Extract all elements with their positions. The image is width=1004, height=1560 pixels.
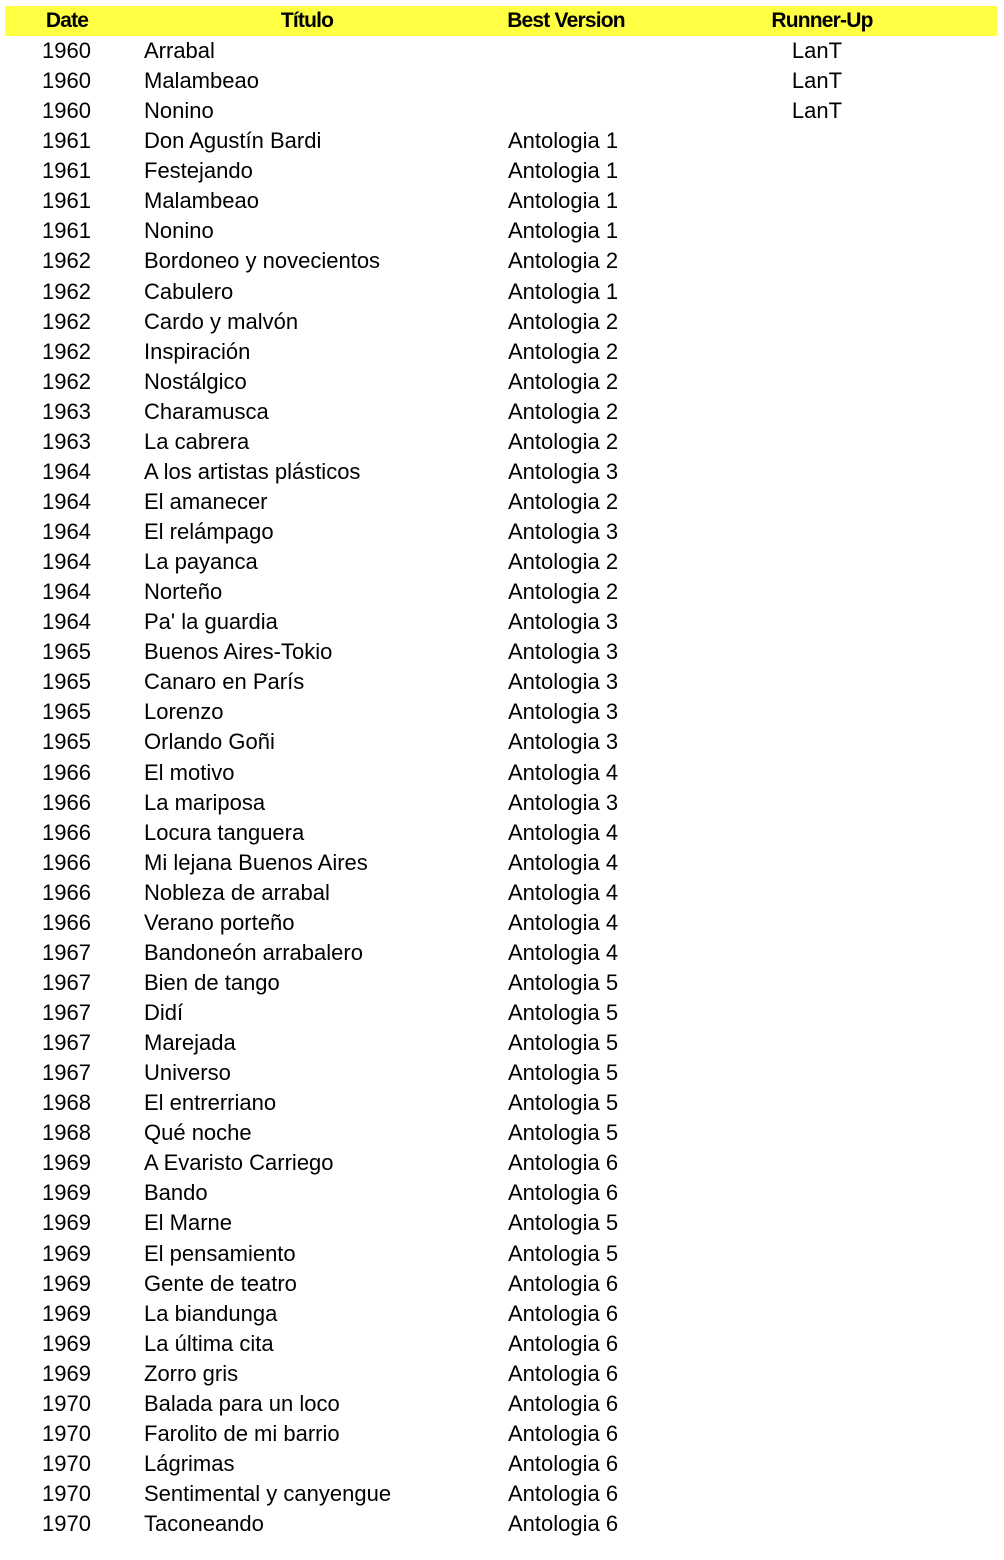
title-cell[interactable]: Pa' la guardia <box>144 609 278 635</box>
table-row <box>5 1419 997 1449</box>
table-row <box>5 758 997 788</box>
title-cell[interactable]: Farolito de mi barrio <box>144 1420 340 1446</box>
best-version-cell[interactable]: Antologia 2 <box>508 428 619 454</box>
table-row <box>5 487 997 517</box>
best-version-cell[interactable]: Antologia 2 <box>508 488 619 514</box>
date-cell[interactable]: 1964 <box>42 609 91 635</box>
best-version-cell[interactable]: Antologia 2 <box>508 549 619 575</box>
title-cell[interactable]: Didí <box>144 1000 184 1026</box>
date-cell[interactable]: 1966 <box>42 819 91 845</box>
table-row <box>5 938 997 968</box>
column-header-title[interactable]: Título <box>280 9 334 32</box>
title-cell[interactable]: El motivo <box>144 759 235 785</box>
best-version-cell[interactable]: Antologia 5 <box>508 1030 619 1056</box>
title-cell[interactable]: Cardo y malvón <box>144 308 299 334</box>
date-cell[interactable]: 1961 <box>42 188 91 214</box>
date-cell[interactable]: 1965 <box>42 699 91 725</box>
title-cell[interactable]: Verano porteño <box>144 909 295 935</box>
title-cell[interactable]: La cabrera <box>144 428 250 454</box>
table-row <box>5 878 997 908</box>
table-row <box>5 908 997 938</box>
date-cell[interactable]: 1965 <box>42 729 91 755</box>
runner-up-cell[interactable]: LanT <box>791 38 843 64</box>
column-header-runner-up[interactable]: Runner-Up <box>771 9 873 32</box>
table-row <box>5 1509 997 1539</box>
title-cell[interactable]: Nonino <box>144 218 214 244</box>
title-cell[interactable]: Lorenzo <box>144 699 224 725</box>
best-version-cell[interactable]: Antologia 4 <box>508 759 619 785</box>
title-cell[interactable]: Sentimental y canyengue <box>144 1481 392 1507</box>
title-cell[interactable]: La última cita <box>144 1330 274 1356</box>
date-cell[interactable]: 1967 <box>42 939 91 965</box>
title-cell[interactable]: Nobleza de arrabal <box>144 879 330 905</box>
table-row <box>5 397 997 427</box>
table-row <box>5 66 997 96</box>
date-cell[interactable]: 1960 <box>42 38 91 64</box>
date-cell[interactable]: 1964 <box>42 519 91 545</box>
best-version-cell[interactable]: Antologia 1 <box>508 188 619 214</box>
table-body <box>5 36 997 1539</box>
date-cell[interactable]: 1963 <box>42 398 91 424</box>
title-cell[interactable]: El amanecer <box>144 488 268 514</box>
best-version-cell[interactable]: Antologia 6 <box>508 1481 619 1507</box>
title-cell[interactable]: Zorro gris <box>144 1360 239 1386</box>
date-cell[interactable]: 1969 <box>42 1150 91 1176</box>
title-cell[interactable]: A los artistas plásticos <box>144 458 361 484</box>
title-cell[interactable]: La biandunga <box>144 1300 278 1326</box>
best-version-cell[interactable]: Antologia 2 <box>508 398 619 424</box>
date-cell[interactable]: 1970 <box>42 1511 91 1537</box>
date-cell[interactable]: 1962 <box>42 338 91 364</box>
table-row <box>5 818 997 848</box>
table-row <box>5 307 997 337</box>
date-cell[interactable]: 1968 <box>42 1120 91 1146</box>
table-row <box>5 1088 997 1118</box>
runner-up-cell[interactable]: LanT <box>791 98 843 124</box>
best-version-cell[interactable]: Antologia 3 <box>508 669 619 695</box>
title-cell[interactable]: Arrabal <box>144 38 215 64</box>
title-cell[interactable]: Locura tanguera <box>144 819 305 845</box>
date-cell[interactable]: 1969 <box>42 1180 91 1206</box>
best-version-cell[interactable]: Antologia 6 <box>508 1330 619 1356</box>
table-row <box>5 126 997 156</box>
best-version-cell[interactable]: Antologia 2 <box>508 248 619 274</box>
title-cell[interactable]: Canaro en París <box>144 669 305 695</box>
best-version-cell[interactable]: Antologia 2 <box>508 308 619 334</box>
title-cell[interactable]: El Marne <box>144 1210 233 1236</box>
date-cell[interactable]: 1969 <box>42 1300 91 1326</box>
header-row <box>5 6 997 36</box>
date-cell[interactable]: 1969 <box>42 1240 91 1266</box>
date-cell[interactable]: 1966 <box>42 909 91 935</box>
best-version-cell[interactable]: Antologia 6 <box>508 1270 619 1296</box>
best-version-cell[interactable]: Antologia 1 <box>508 128 619 154</box>
table-row <box>5 457 997 487</box>
table-row <box>5 998 997 1028</box>
table-row <box>5 1208 997 1238</box>
title-cell[interactable]: Orlando Goñi <box>144 729 275 755</box>
best-version-cell[interactable]: Antologia 4 <box>508 909 619 935</box>
best-version-cell[interactable]: Antologia 3 <box>508 729 619 755</box>
table-row <box>5 727 997 757</box>
best-version-cell[interactable]: Antologia 2 <box>508 579 619 605</box>
date-cell[interactable]: 1969 <box>42 1330 91 1356</box>
date-cell[interactable]: 1960 <box>42 68 91 94</box>
best-version-cell[interactable]: Antologia 5 <box>508 1090 619 1116</box>
date-cell[interactable]: 1962 <box>42 308 91 334</box>
title-cell[interactable]: Bordoneo y novecientos <box>144 248 381 274</box>
title-cell[interactable]: Nostálgico <box>144 368 247 394</box>
date-cell[interactable]: 1963 <box>42 428 91 454</box>
title-cell[interactable]: Don Agustín Bardi <box>144 128 322 154</box>
best-version-cell[interactable]: Antologia 3 <box>508 789 619 815</box>
title-cell[interactable]: Balada para un loco <box>144 1390 340 1416</box>
table-row <box>5 1178 997 1208</box>
date-cell[interactable]: 1967 <box>42 969 91 995</box>
table-row <box>5 337 997 367</box>
best-version-cell[interactable]: Antologia 5 <box>508 969 619 995</box>
table-row <box>5 1389 997 1419</box>
date-cell[interactable]: 1970 <box>42 1450 91 1476</box>
date-cell[interactable]: 1962 <box>42 278 91 304</box>
table-row <box>5 36 997 66</box>
date-cell[interactable]: 1965 <box>42 669 91 695</box>
title-cell[interactable]: Festejando <box>144 158 253 184</box>
spreadsheet-table <box>5 6 997 1539</box>
title-cell[interactable]: La payanca <box>144 549 258 575</box>
date-cell[interactable]: 1964 <box>42 549 91 575</box>
best-version-cell[interactable]: Antologia 6 <box>508 1450 619 1476</box>
title-cell[interactable]: Inspiración <box>144 338 251 364</box>
date-cell[interactable]: 1966 <box>42 849 91 875</box>
title-cell[interactable]: Taconeando <box>144 1511 264 1537</box>
best-version-cell[interactable]: Antologia 6 <box>508 1150 619 1176</box>
best-version-cell[interactable]: Antologia 5 <box>508 1000 619 1026</box>
table-row <box>5 216 997 246</box>
date-cell[interactable]: 1961 <box>42 128 91 154</box>
title-cell[interactable]: Bando <box>144 1180 208 1206</box>
date-cell[interactable]: 1964 <box>42 579 91 605</box>
best-version-cell[interactable]: Antologia 3 <box>508 639 619 665</box>
best-version-cell[interactable]: Antologia 5 <box>508 1120 619 1146</box>
title-cell[interactable]: Gente de teatro <box>144 1270 297 1296</box>
title-cell[interactable]: Malambeao <box>144 188 259 214</box>
table-row <box>5 517 997 547</box>
date-cell[interactable]: 1966 <box>42 879 91 905</box>
title-cell[interactable]: Universo <box>144 1060 231 1086</box>
table-row <box>5 848 997 878</box>
date-cell[interactable]: 1966 <box>42 789 91 815</box>
best-version-cell[interactable]: Antologia 6 <box>508 1511 619 1537</box>
best-version-cell[interactable]: Antologia 6 <box>508 1300 619 1326</box>
date-cell[interactable]: 1964 <box>42 488 91 514</box>
date-cell[interactable]: 1969 <box>42 1270 91 1296</box>
title-cell[interactable]: Marejada <box>144 1030 236 1056</box>
best-version-cell[interactable]: Antologia 6 <box>508 1420 619 1446</box>
best-version-cell[interactable]: Antologia 5 <box>508 1060 619 1086</box>
title-cell[interactable]: Malambeao <box>144 68 259 94</box>
title-cell[interactable]: Buenos Aires-Tokio <box>144 639 333 665</box>
best-version-cell[interactable]: Antologia 4 <box>508 819 619 845</box>
date-cell[interactable]: 1967 <box>42 1030 91 1056</box>
title-cell[interactable]: Bandoneón arrabalero <box>144 939 363 965</box>
date-cell[interactable]: 1962 <box>42 248 91 274</box>
date-cell[interactable]: 1969 <box>42 1210 91 1236</box>
best-version-cell[interactable]: Antologia 3 <box>508 458 619 484</box>
table-row <box>5 367 997 397</box>
table-row <box>5 1148 997 1178</box>
title-cell[interactable]: El entrerriano <box>144 1090 277 1116</box>
table-row <box>5 1299 997 1329</box>
table-row <box>5 96 997 126</box>
best-version-cell[interactable]: Antologia 2 <box>508 338 619 364</box>
best-version-cell[interactable]: Antologia 5 <box>508 1240 619 1266</box>
date-cell[interactable]: 1966 <box>42 759 91 785</box>
best-version-cell[interactable]: Antologia 5 <box>508 1210 619 1236</box>
best-version-cell[interactable]: Antologia 6 <box>508 1180 619 1206</box>
best-version-cell[interactable]: Antologia 3 <box>508 699 619 725</box>
table-row <box>5 637 997 667</box>
table-row <box>5 577 997 607</box>
best-version-cell[interactable]: Antologia 6 <box>508 1360 619 1386</box>
date-cell[interactable]: 1967 <box>42 1060 91 1086</box>
best-version-cell[interactable]: Antologia 4 <box>508 939 619 965</box>
title-cell[interactable]: Norteño <box>144 579 223 605</box>
title-cell[interactable]: Nonino <box>144 98 214 124</box>
title-cell[interactable]: Lágrimas <box>144 1450 235 1476</box>
table-row <box>5 697 997 727</box>
table-row <box>5 968 997 998</box>
title-cell[interactable]: El pensamiento <box>144 1240 296 1266</box>
date-cell[interactable]: 1970 <box>42 1481 91 1507</box>
best-version-cell[interactable]: Antologia 4 <box>508 879 619 905</box>
column-header-date[interactable]: Date <box>45 9 89 32</box>
table-row <box>5 156 997 186</box>
date-cell[interactable]: 1961 <box>42 218 91 244</box>
table-row <box>5 1058 997 1088</box>
title-cell[interactable]: Bien de tango <box>144 969 280 995</box>
date-cell[interactable]: 1968 <box>42 1090 91 1116</box>
table-row <box>5 1329 997 1359</box>
best-version-cell[interactable]: Antologia 1 <box>508 218 619 244</box>
table-row <box>5 246 997 276</box>
best-version-cell[interactable]: Antologia 1 <box>508 278 619 304</box>
title-cell[interactable]: La mariposa <box>144 789 266 815</box>
column-header-best-version[interactable]: Best Version <box>507 9 625 32</box>
best-version-cell[interactable]: Antologia 6 <box>508 1390 619 1416</box>
table-row <box>5 1479 997 1509</box>
date-cell[interactable]: 1962 <box>42 368 91 394</box>
title-cell[interactable]: El relámpago <box>144 519 274 545</box>
table-row <box>5 1359 997 1389</box>
table-row <box>5 607 997 637</box>
runner-up-cell[interactable]: LanT <box>791 68 843 94</box>
best-version-cell[interactable]: Antologia 2 <box>508 368 619 394</box>
best-version-cell[interactable]: Antologia 3 <box>508 519 619 545</box>
title-cell[interactable]: Mi lejana Buenos Aires <box>144 849 368 875</box>
best-version-cell[interactable]: Antologia 4 <box>508 849 619 875</box>
table-row <box>5 277 997 307</box>
date-cell[interactable]: 1965 <box>42 639 91 665</box>
date-cell[interactable]: 1964 <box>42 458 91 484</box>
table-row <box>5 427 997 457</box>
best-version-cell[interactable]: Antologia 1 <box>508 158 619 184</box>
table-row <box>5 186 997 216</box>
table-row <box>5 788 997 818</box>
table-row <box>5 1118 997 1148</box>
title-cell[interactable]: A Evaristo Carriego <box>144 1150 334 1176</box>
title-cell[interactable]: Cabulero <box>144 278 234 304</box>
date-cell[interactable]: 1970 <box>42 1420 91 1446</box>
table-row <box>5 1269 997 1299</box>
date-cell[interactable]: 1970 <box>42 1390 91 1416</box>
date-cell[interactable]: 1960 <box>42 98 91 124</box>
table-row <box>5 1449 997 1479</box>
date-cell[interactable]: 1969 <box>42 1360 91 1386</box>
best-version-cell[interactable]: Antologia 3 <box>508 609 619 635</box>
table-row <box>5 547 997 577</box>
title-cell[interactable]: Charamusca <box>144 398 269 424</box>
title-cell[interactable]: Qué noche <box>144 1120 252 1146</box>
date-cell[interactable]: 1967 <box>42 1000 91 1026</box>
table-row <box>5 1028 997 1058</box>
table-row <box>5 667 997 697</box>
date-cell[interactable]: 1961 <box>42 158 91 184</box>
table-row <box>5 1239 997 1269</box>
